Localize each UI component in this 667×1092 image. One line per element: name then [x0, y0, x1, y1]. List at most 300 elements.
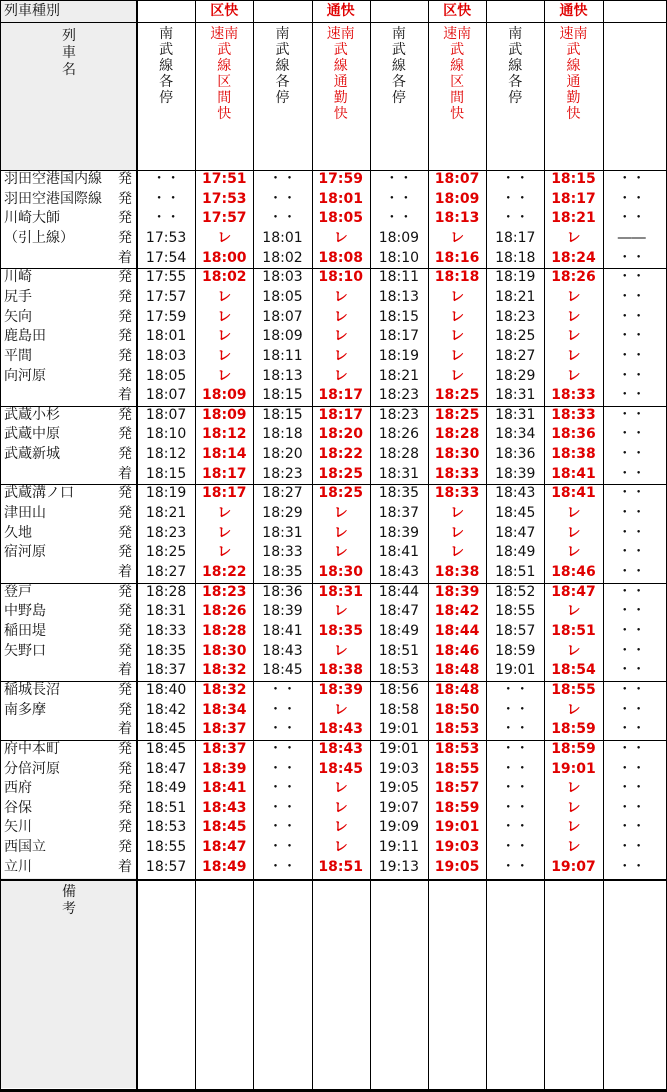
arr-dep-mark: 発 — [118, 681, 132, 698]
time-cell: レ — [333, 819, 348, 836]
time-cell: 18:45 — [201, 819, 247, 836]
time-cell: ・・ — [268, 740, 297, 757]
time-cell: 18:44 — [434, 622, 480, 639]
time-cell: ・・ — [617, 622, 646, 639]
time-cell: ・・ — [617, 858, 646, 875]
time-cell: 18:02 — [201, 269, 247, 286]
time-cell: 18:51 — [145, 799, 187, 816]
time-cell: 18:43 — [495, 485, 536, 502]
arr-dep-mark: 発 — [118, 347, 132, 364]
time-cell: 18:03 — [145, 347, 187, 364]
time-cell: 18:05 — [145, 367, 187, 384]
train-type-6: 区快 — [443, 3, 472, 19]
time-cell: ・・ — [501, 171, 530, 187]
time-cell: レ — [217, 544, 232, 561]
time-cell: 18:33 — [434, 465, 480, 482]
notes-label: 備 考 — [62, 884, 76, 917]
station-name: 南多摩 — [4, 701, 46, 718]
time-cell: レ — [566, 347, 581, 364]
time-cell: ・・ — [501, 819, 530, 836]
time-cell: レ — [450, 544, 465, 561]
grid-col — [195, 0, 196, 1089]
time-cell: 18:07 — [145, 406, 187, 423]
time-cell: 18:53 — [434, 721, 480, 738]
arr-dep-mark: 着 — [118, 387, 132, 404]
time-cell: 18:47 — [551, 583, 596, 600]
time-cell: 18:37 — [378, 505, 420, 522]
time-cell: レ — [217, 367, 232, 384]
time-cell: 18:34 — [495, 426, 536, 443]
time-cell: 18:18 — [434, 269, 480, 286]
time-cell: ・・ — [268, 681, 297, 698]
time-cell: レ — [333, 780, 348, 797]
time-cell: レ — [566, 544, 581, 561]
grid-station-sep — [0, 583, 667, 584]
time-cell: 18:24 — [551, 249, 596, 266]
time-cell: 18:17 — [495, 229, 536, 246]
grid-col — [544, 0, 545, 1089]
time-cell: ・・ — [501, 210, 530, 227]
time-cell: レ — [333, 603, 348, 620]
station-name: 津田山 — [4, 505, 46, 522]
time-cell: レ — [450, 288, 465, 305]
time-cell: 18:25 — [318, 485, 363, 502]
time-cell: レ — [333, 347, 348, 364]
time-cell: 18:51 — [551, 622, 596, 639]
time-cell: ・・ — [384, 190, 413, 207]
time-cell: ・・ — [501, 721, 530, 738]
time-cell: 18:23 — [378, 387, 420, 404]
arr-dep-mark: 発 — [118, 171, 132, 187]
time-cell: 18:38 — [318, 662, 363, 679]
arr-dep-mark: 発 — [118, 485, 132, 502]
time-cell: 18:31 — [495, 406, 536, 423]
time-cell: 18:29 — [495, 367, 536, 384]
time-cell: 18:36 — [551, 426, 596, 443]
time-cell: 18:41 — [551, 465, 596, 482]
arr-dep-mark: 発 — [118, 210, 132, 227]
time-cell: 18:42 — [145, 701, 187, 718]
time-cell: ・・ — [152, 210, 181, 227]
time-cell: 18:45 — [145, 740, 187, 757]
time-cell: 18:21 — [495, 288, 536, 305]
time-cell: 18:59 — [551, 740, 596, 757]
time-cell: 18:35 — [145, 642, 187, 659]
station-name: 谷保 — [4, 799, 32, 816]
time-cell: 17:53 — [145, 229, 187, 246]
time-cell: 19:01 — [378, 721, 420, 738]
time-cell: 18:23 — [378, 406, 420, 423]
time-cell: 18:02 — [262, 249, 303, 266]
time-cell: 18:17 — [378, 328, 420, 345]
time-cell: ・・ — [617, 662, 646, 679]
time-cell: 18:49 — [201, 858, 247, 875]
time-cell: 18:33 — [434, 485, 480, 502]
time-cell: 18:11 — [378, 269, 420, 286]
arr-dep-mark: 着 — [118, 721, 132, 738]
arr-dep-mark: 発 — [118, 583, 132, 600]
station-name: 立川 — [4, 858, 32, 875]
time-cell: ・・ — [617, 564, 646, 580]
arr-dep-mark: 発 — [118, 760, 132, 777]
time-cell: レ — [566, 701, 581, 718]
time-cell: 18:25 — [434, 406, 480, 423]
time-cell: ・・ — [501, 701, 530, 718]
time-cell: ・・ — [617, 171, 646, 187]
time-cell: 18:56 — [378, 681, 420, 698]
time-cell: 18:47 — [495, 524, 536, 541]
time-cell: 18:21 — [378, 367, 420, 384]
time-cell: ・・ — [617, 799, 646, 816]
time-cell: レ — [333, 367, 348, 384]
time-cell: ・・ — [617, 387, 646, 404]
time-cell: 18:45 — [495, 505, 536, 522]
time-cell: 18:39 — [201, 760, 247, 777]
time-cell: ・・ — [501, 740, 530, 757]
time-cell: レ — [566, 780, 581, 797]
time-cell: 18:10 — [318, 269, 363, 286]
time-cell: 18:15 — [551, 171, 596, 187]
arr-dep-mark: 発 — [118, 701, 132, 718]
time-cell: 18:41 — [378, 544, 420, 561]
time-cell: 18:33 — [551, 406, 596, 423]
station-name: 久地 — [4, 524, 32, 541]
time-cell: 18:16 — [434, 249, 480, 266]
time-cell: 18:43 — [318, 740, 363, 757]
time-cell: ・・ — [268, 858, 297, 875]
time-cell: ・・ — [268, 190, 297, 207]
time-cell: 18:23 — [495, 308, 536, 325]
train-type-label: 列車種別 — [4, 3, 60, 19]
arr-dep-mark: 発 — [118, 780, 132, 797]
time-cell: ・・ — [617, 780, 646, 797]
time-cell: レ — [566, 839, 581, 856]
time-cell: 18:43 — [201, 799, 247, 816]
time-cell: 18:31 — [495, 387, 536, 404]
time-cell: 18:14 — [201, 446, 247, 463]
time-cell: 18:15 — [378, 308, 420, 325]
arr-dep-mark: 発 — [118, 839, 132, 856]
train-name-4: 速南 武 線 通 勤 快 — [326, 26, 355, 122]
time-cell: 18:39 — [318, 681, 363, 698]
grid-col — [370, 0, 371, 1089]
time-cell: レ — [217, 229, 232, 246]
grid-col — [603, 0, 604, 1089]
time-cell: 18:17 — [551, 190, 596, 207]
time-cell: 18:59 — [434, 799, 480, 816]
time-cell: 18:39 — [262, 603, 303, 620]
time-cell: ・・ — [617, 426, 646, 443]
time-cell: レ — [333, 229, 348, 246]
time-cell: 17:59 — [318, 171, 363, 187]
time-cell: レ — [333, 799, 348, 816]
time-cell: ・・ — [617, 288, 646, 305]
time-cell: 18:45 — [145, 721, 187, 738]
time-cell: レ — [333, 308, 348, 325]
time-cell: レ — [450, 347, 465, 364]
train-name-6: 速南 武 線 区 間 快 — [443, 26, 472, 122]
time-cell: 18:17 — [318, 406, 363, 423]
station-name: 川崎大師 — [4, 210, 60, 227]
time-cell: 18:28 — [434, 426, 480, 443]
time-cell: 18:42 — [434, 603, 480, 620]
train-type-2: 区快 — [210, 3, 239, 19]
time-cell: 18:12 — [201, 426, 247, 443]
time-cell: 18:33 — [551, 387, 596, 404]
time-cell: 17:57 — [145, 288, 187, 305]
time-cell: レ — [217, 524, 232, 541]
time-cell: 18:13 — [262, 367, 303, 384]
time-cell: 18:41 — [551, 485, 596, 502]
time-cell: 18:35 — [378, 485, 420, 502]
time-cell: ・・ — [617, 406, 646, 423]
time-cell: 18:47 — [145, 760, 187, 777]
time-cell: 19:03 — [378, 760, 420, 777]
time-cell: 17:55 — [145, 269, 187, 286]
train-name-1: 南 武 線 各 停 — [159, 26, 174, 106]
time-cell: 18:22 — [201, 564, 247, 580]
time-cell: 18:07 — [262, 308, 303, 325]
time-cell: 18:10 — [145, 426, 187, 443]
time-cell: 17:51 — [201, 171, 247, 187]
time-cell: レ — [450, 505, 465, 522]
station-name: 羽田空港国際線 — [4, 190, 102, 207]
time-cell: ・・ — [152, 190, 181, 207]
train-name-3: 南 武 線 各 停 — [275, 26, 290, 106]
time-cell: 18:58 — [378, 701, 420, 718]
time-cell: 18:36 — [262, 583, 303, 600]
time-cell: レ — [217, 308, 232, 325]
grid-col — [312, 0, 313, 1089]
time-cell: 18:38 — [434, 564, 480, 580]
station-name: 向河原 — [4, 367, 46, 384]
time-cell: レ — [450, 524, 465, 541]
time-cell: ・・ — [501, 858, 530, 875]
grid-station-sep — [0, 268, 667, 269]
arr-dep-mark: 発 — [118, 308, 132, 325]
time-cell: 18:49 — [378, 622, 420, 639]
time-cell: 19:01 — [551, 760, 596, 777]
station-name: 矢向 — [4, 308, 32, 325]
time-cell: 18:57 — [434, 780, 480, 797]
arr-dep-mark: 発 — [118, 446, 132, 463]
arr-dep-mark: 発 — [118, 524, 132, 541]
time-cell: 18:11 — [262, 347, 303, 364]
grid-station-sep — [0, 406, 667, 407]
time-cell: 18:33 — [262, 544, 303, 561]
time-cell: 18:27 — [495, 347, 536, 364]
time-cell: ・・ — [268, 780, 297, 797]
time-cell: ・・ — [501, 799, 530, 816]
arr-dep-mark: 発 — [118, 544, 132, 561]
grid-station-sep — [0, 681, 667, 682]
station-name: 川崎 — [4, 269, 32, 286]
time-cell: レ — [566, 328, 581, 345]
time-cell: 18:01 — [145, 328, 187, 345]
time-cell: ・・ — [617, 190, 646, 207]
time-cell: 17:59 — [145, 308, 187, 325]
time-cell: 18:17 — [201, 485, 247, 502]
time-cell: 18:36 — [495, 446, 536, 463]
time-cell: ・・ — [617, 603, 646, 620]
time-cell: 18:18 — [495, 249, 536, 266]
grid-station-sep — [0, 740, 667, 741]
time-cell: 18:23 — [201, 583, 247, 600]
time-cell: ・・ — [617, 347, 646, 364]
time-cell: 18:01 — [262, 229, 303, 246]
train-name-7: 南 武 線 各 停 — [508, 26, 523, 106]
grid-col — [486, 0, 487, 1089]
time-cell: レ — [450, 367, 465, 384]
time-cell: ・・ — [384, 171, 413, 187]
station-name: 武蔵中原 — [4, 426, 60, 443]
time-cell: ・・ — [501, 780, 530, 797]
time-cell: 18:25 — [318, 465, 363, 482]
arr-dep-mark: 発 — [118, 229, 132, 246]
time-cell: レ — [450, 229, 465, 246]
time-cell: 18:20 — [262, 446, 303, 463]
grid-top — [0, 0, 667, 1]
time-cell: レ — [566, 308, 581, 325]
time-cell: 18:29 — [262, 505, 303, 522]
time-cell: 18:18 — [262, 426, 303, 443]
train-name-8: 速南 武 線 通 勤 快 — [559, 26, 588, 122]
time-cell: ・・ — [617, 681, 646, 698]
time-cell: 18:28 — [145, 583, 187, 600]
time-cell: 18:50 — [434, 701, 480, 718]
arr-dep-mark: 発 — [118, 642, 132, 659]
station-name: 稲城長沼 — [4, 681, 60, 698]
time-cell: ・・ — [268, 210, 297, 227]
time-cell: ・・ — [268, 760, 297, 777]
time-cell: 18:37 — [201, 721, 247, 738]
time-cell: 18:35 — [262, 564, 303, 580]
time-cell: ・・ — [617, 642, 646, 659]
grid-header-bottom — [0, 170, 667, 171]
time-cell: 18:47 — [378, 603, 420, 620]
time-cell: 18:22 — [318, 446, 363, 463]
time-cell: レ — [217, 347, 232, 364]
time-cell: ・・ — [268, 171, 297, 187]
grid-type-row — [0, 22, 667, 23]
time-cell: ・・ — [617, 839, 646, 856]
time-cell: 18:49 — [495, 544, 536, 561]
grid-notes-top — [0, 879, 667, 881]
arr-dep-mark: 発 — [118, 505, 132, 522]
time-cell: 18:15 — [262, 406, 303, 423]
time-cell: 18:55 — [551, 681, 596, 698]
train-name-label: 列 車 名 — [62, 28, 76, 78]
train-name-5: 南 武 線 各 停 — [391, 26, 406, 106]
train-name-2: 速南 武 線 区 間 快 — [210, 26, 239, 122]
time-cell: 18:34 — [201, 701, 247, 718]
time-cell: 18:31 — [145, 603, 187, 620]
arr-dep-mark: 発 — [118, 269, 132, 286]
time-cell: ・・ — [617, 328, 646, 345]
time-cell: レ — [333, 524, 348, 541]
station-name: 武蔵新城 — [4, 446, 60, 463]
time-cell: 18:45 — [318, 760, 363, 777]
time-cell: 18:09 — [201, 387, 247, 404]
time-cell: 18:31 — [262, 524, 303, 541]
time-cell: レ — [217, 288, 232, 305]
time-cell: 18:44 — [378, 583, 420, 600]
arr-dep-mark: 発 — [118, 406, 132, 423]
station-name: 分倍河原 — [4, 760, 60, 777]
time-cell: 18:55 — [145, 839, 187, 856]
time-cell: 18:13 — [434, 210, 480, 227]
time-cell: 18:23 — [145, 524, 187, 541]
time-cell: 18:46 — [551, 564, 596, 580]
time-cell: 18:39 — [378, 524, 420, 541]
time-cell: 18:09 — [434, 190, 480, 207]
time-cell: レ — [450, 308, 465, 325]
time-cell: 18:46 — [434, 642, 480, 659]
time-cell: 18:30 — [434, 446, 480, 463]
arr-dep-mark: 発 — [118, 799, 132, 816]
time-cell: 18:57 — [495, 622, 536, 639]
time-cell: レ — [450, 328, 465, 345]
grid-label-divider — [136, 0, 138, 1092]
time-cell: 18:40 — [145, 681, 187, 698]
time-cell: ・・ — [268, 839, 297, 856]
time-cell: レ — [217, 505, 232, 522]
time-cell: 18:54 — [551, 662, 596, 679]
time-cell: 18:25 — [495, 328, 536, 345]
time-cell: 18:55 — [434, 760, 480, 777]
time-cell: 18:48 — [434, 662, 480, 679]
time-cell: 18:59 — [495, 642, 536, 659]
arr-dep-mark: 発 — [118, 622, 132, 639]
time-cell: ・・ — [617, 701, 646, 718]
time-cell: 18:30 — [318, 564, 363, 580]
station-name: 羽田空港国内線 — [4, 171, 102, 187]
time-cell: 18:30 — [201, 642, 247, 659]
time-cell: 18:17 — [201, 465, 247, 482]
time-cell: ・・ — [617, 721, 646, 738]
time-cell: 18:38 — [551, 446, 596, 463]
time-cell: 18:26 — [551, 269, 596, 286]
time-cell: ・・ — [268, 819, 297, 836]
station-name: 平間 — [4, 347, 32, 364]
arr-dep-mark: 発 — [118, 328, 132, 345]
time-cell: 18:39 — [434, 583, 480, 600]
time-cell: ・・ — [617, 210, 646, 227]
time-cell: 18:27 — [145, 564, 187, 580]
station-name: 登戸 — [4, 583, 32, 600]
time-cell: 18:53 — [145, 819, 187, 836]
station-name: 西国立 — [4, 839, 46, 856]
time-cell: 18:21 — [551, 210, 596, 227]
time-cell: レ — [566, 229, 581, 246]
grid-station-sep — [0, 484, 667, 485]
time-cell: 18:32 — [201, 681, 247, 698]
time-cell: レ — [566, 524, 581, 541]
time-cell: 18:05 — [318, 210, 363, 227]
time-cell: ・・ — [268, 701, 297, 718]
time-cell: レ — [566, 603, 581, 620]
time-cell: 18:55 — [495, 603, 536, 620]
time-cell: 19:01 — [434, 819, 480, 836]
time-cell: 18:09 — [201, 406, 247, 423]
time-cell: 18:51 — [318, 858, 363, 875]
time-cell: 18:47 — [201, 839, 247, 856]
time-cell: 18:07 — [434, 171, 480, 187]
time-cell: 19:03 — [434, 839, 480, 856]
time-cell: 18:33 — [145, 622, 187, 639]
station-name: 武蔵小杉 — [4, 406, 60, 423]
time-cell: 19:13 — [378, 858, 420, 875]
